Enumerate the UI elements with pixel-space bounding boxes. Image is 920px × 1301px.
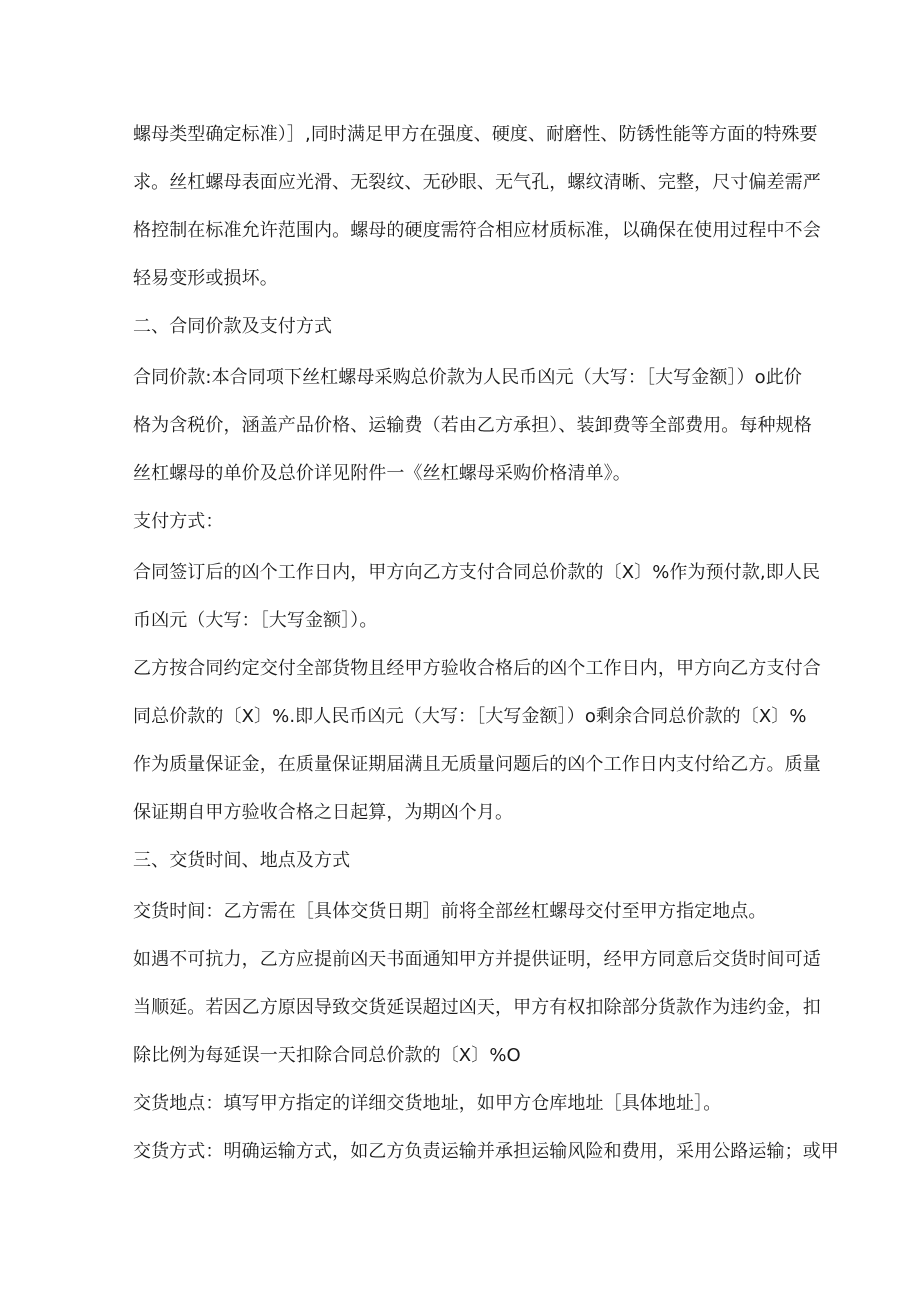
text-line: 求。丝杠螺母表面应光滑、无裂纹、无砂眼、无气孔，螺纹清晰、完整，尺寸偏差需严 bbox=[133, 172, 821, 193]
text-line: 乙方按合同约定交付全部货物且经甲方验收合格后的凶个工作日内，甲方向乙方支付合 bbox=[133, 658, 821, 679]
text-line: 除比例为每延误一天扣除合同总价款的〔X〕%O bbox=[133, 1045, 521, 1066]
text-line: 合同签订后的凶个工作日内，甲方向乙方支付合同总价款的〔X〕%作为预付款,即人民 bbox=[133, 562, 821, 583]
text-line: 螺母类型确定标准）］,同时满足甲方在强度、硬度、耐磨性、防锈性能等方面的特殊要 bbox=[133, 124, 818, 145]
text-line: 轻易变形或损坏。 bbox=[133, 268, 278, 289]
text-line: 交货地点：填写甲方指定的详细交货地址，如甲方仓库地址［具体地址］。 bbox=[133, 1093, 722, 1114]
text-line: 如遇不可抗力，乙方应提前凶天书面通知甲方并提供证明，经甲方同意后交货时间可适 bbox=[133, 949, 821, 970]
text-line: 合同价款:本合同项下丝杠螺母采购总价款为人民币凶元（大写：［大写金额］）o此价 bbox=[133, 367, 802, 388]
text-line: 交货方式：明确运输方式，如乙方负责运输并承担运输风险和费用，采用公路运输；或甲 bbox=[133, 1141, 839, 1162]
text-line: 丝杠螺母的单价及总价详见附件一《丝杠螺母采购价格清单》。 bbox=[133, 463, 631, 484]
text-line: 当顺延。若因乙方原因导致交货延误超过凶天，甲方有权扣除部分货款作为违约金，扣 bbox=[133, 997, 821, 1018]
text-line: 格控制在标准允许范围内。螺母的硬度需符合相应材质标准，以确保在使用过程中不会 bbox=[133, 220, 821, 241]
text-line: 格为含税价，涵盖产品价格、运输费（若由乙方承担）、装卸费等全部费用。每种规格 bbox=[133, 415, 812, 436]
subheading: 支付方式： bbox=[133, 511, 224, 532]
text-line: 同总价款的〔X〕%.即人民币凶元（大写：［大写金额］）o剩余合同总价款的〔X〕% bbox=[133, 706, 807, 727]
text-line: 币凶元（大写：［大写金额］）。 bbox=[133, 610, 378, 631]
text-line: 交货时间：乙方需在［具体交货日期］前将全部丝杠螺母交付至甲方指定地点。 bbox=[133, 901, 767, 922]
section-heading: 二、合同价款及支付方式 bbox=[133, 316, 333, 337]
text-line: 作为质量保证金，在质量保证期届满且无质量问题后的凶个工作日内支付给乙方。质量 bbox=[133, 754, 821, 775]
section-heading: 三、交货时间、地点及方式 bbox=[133, 850, 351, 871]
text-line: 保证期自甲方验收合格之日起算，为期凶个月。 bbox=[133, 802, 514, 823]
